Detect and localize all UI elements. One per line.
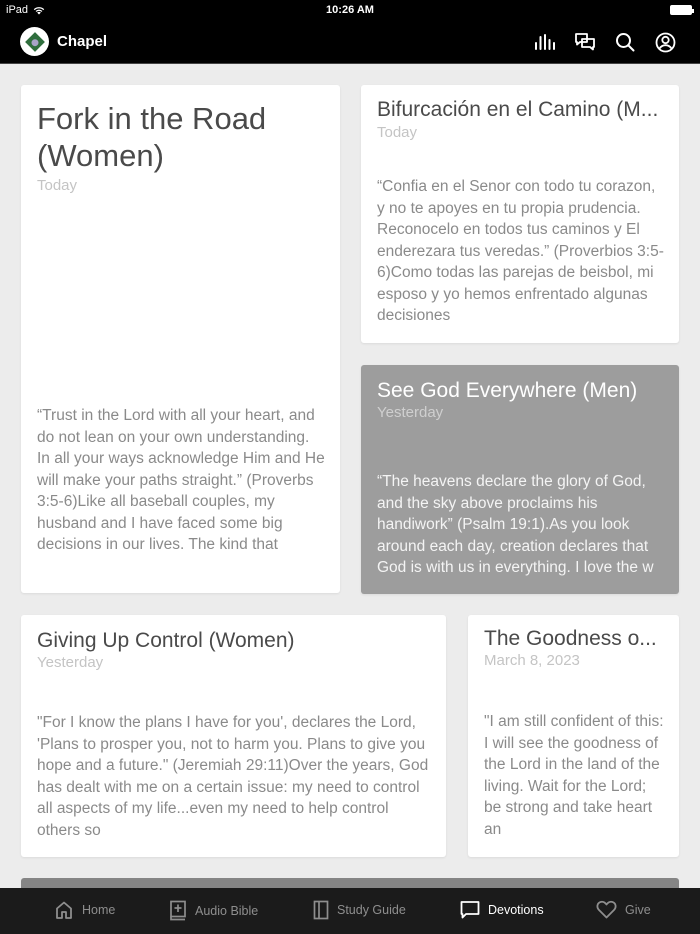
book-icon [313,900,329,920]
tab-label: Study Guide [337,903,406,917]
devotion-card[interactable] [468,615,679,857]
chat-icon[interactable] [574,31,596,53]
tab-label: Devotions [488,903,544,917]
speech-bubble-icon [460,900,480,920]
status-bar [0,0,700,20]
card-date: March 8, 2023 [484,652,580,669]
profile-icon[interactable] [654,31,676,53]
app-title: Chapel [57,33,108,50]
card-excerpt: “Confia en el Senor con todo tu corazon, y no te apoyes en tu propia prudencia. Reconocelo en todos tus caminos y El enderezara tus veredas.” (Proverbios 3:5-6)Como todas las parejas de beisbol, mi esposo y yo hemos enfrentado algunas decisiones [377,178,664,324]
card-date: Yesterday [377,404,444,421]
search-icon[interactable] [614,31,636,53]
card-excerpt: “Trust in the Lord with all your heart, and do not lean on your own understanding. In all your ways acknowledge Him and He will make your paths straight.” (Proverbs 3:5-6)Like all baseball couples, my husband and I have faced some big decisions in our lives. The kind that [37,407,325,553]
card-excerpt: "I am still confident of this: I will see the goodness of the Lord in the land of the living. Wait for the Lord; be strong and take heart an [484,713,664,838]
top-navigation-bar [0,20,700,64]
card-date: Today [377,124,418,141]
clock: 10:26 AM [326,4,374,16]
devotion-card[interactable] [21,85,340,593]
device-label: iPad [6,4,29,16]
devotion-card[interactable] [361,85,679,343]
card-date: Today [37,177,78,194]
tab-study-guide[interactable] [313,900,406,920]
card-title: The Goodness o... [484,627,657,650]
devotion-card[interactable] [21,615,446,857]
tab-label: Audio Bible [195,903,259,918]
card-title: See God Everywhere (Men) [377,379,638,402]
bible-icon [169,900,187,921]
heart-icon [596,900,617,919]
card-excerpt: “The heavens declare the glory of God, and the sky above proclaims his handiwork” (Psalm 19:1).As you look around each day, creation declares that God is with us in everything. I love the w [377,473,654,576]
card-excerpt: "For I know the plans I have for you', declares the Lord, 'Plans to prosper you, not to harm you. Plans to give you hope and a future." (Jeremiah 29:11)Over the years, God has dealt with me on a certain issue: my need to control all aspects of my life...even my need to help control others so [37,714,429,839]
tab-give[interactable] [596,900,651,919]
devotion-card[interactable] [361,365,679,594]
tab-label: Give [625,902,651,917]
tab-audio-bible[interactable] [169,900,258,921]
card-date: Yesterday [37,654,104,671]
bottom-tab-bar [0,888,700,934]
tab-home[interactable] [54,900,115,920]
card-title: Giving Up Control (Women) [37,629,295,652]
bars-chart-icon[interactable] [534,31,556,53]
app-logo[interactable] [20,27,49,56]
tab-devotions[interactable] [460,900,544,920]
logo-diamond-icon [25,32,45,52]
home-icon [54,900,74,920]
battery-icon [670,5,692,15]
card-title: Bifurcación en el Camino (M... [377,98,659,121]
card-title: Fork in the Road (Women) [37,101,267,173]
tab-label: Home [82,903,116,917]
